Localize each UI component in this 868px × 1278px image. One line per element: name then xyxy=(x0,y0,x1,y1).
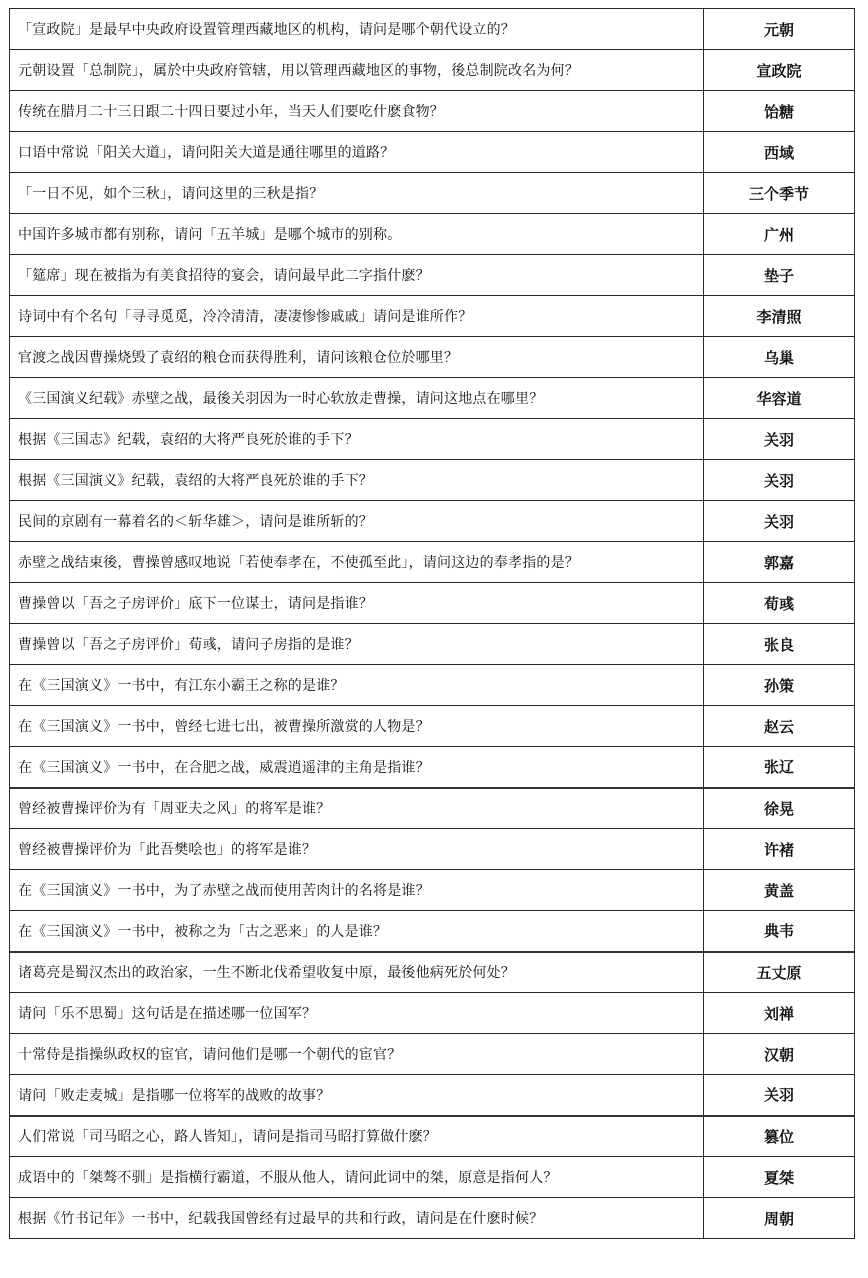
question-cell: 中国许多城市都有别称，请问「五羊城」是哪个城市的别称。 xyxy=(10,214,704,255)
answer-cell: 垫子 xyxy=(704,255,855,296)
answer-cell: 张辽 xyxy=(704,747,855,788)
table-row xyxy=(10,132,855,173)
answer-cell: 张良 xyxy=(704,624,855,665)
question-cell: 口语中常说「阳关大道」，请问阳关大道是通往哪里的道路？ xyxy=(10,132,704,173)
answer-cell: 夏桀 xyxy=(704,1157,855,1198)
table-row xyxy=(10,501,855,542)
question-cell: 曾经被曹操评价为有「周亚夫之风」的将军是谁？ xyxy=(10,788,704,829)
table-row xyxy=(10,911,855,952)
question-cell: 在《三国演义》一书中，在合肥之战，威震逍遥津的主角是指谁？ xyxy=(10,747,704,788)
table-row xyxy=(10,1198,855,1239)
question-cell: 人们常说「司马昭之心，路人皆知」，请问是指司马昭打算做什麽？ xyxy=(10,1116,704,1157)
question-cell: 根据《三国志》纪载，袁绍的大将严良死於谁的手下？ xyxy=(10,419,704,460)
answer-cell: 刘禅 xyxy=(704,993,855,1034)
table-row xyxy=(10,91,855,132)
table-row xyxy=(10,624,855,665)
answer-cell: 关羽 xyxy=(704,419,855,460)
table-row xyxy=(10,542,855,583)
answer-cell: 徐晃 xyxy=(704,788,855,829)
question-cell: 《三国演义纪载》赤壁之战，最後关羽因为一时心软放走曹操，请问这地点在哪里？ xyxy=(10,378,704,419)
question-cell: 在《三国演义》一书中，有江东小霸王之称的是谁？ xyxy=(10,665,704,706)
question-cell: 「宣政院」是最早中央政府设置管理西藏地区的机构，请问是哪个朝代设立的？ xyxy=(10,9,704,50)
table-row xyxy=(10,9,855,50)
question-cell: 在《三国演义》一书中，为了赤壁之战而使用苦肉计的名将是谁？ xyxy=(10,870,704,911)
table-row xyxy=(10,255,855,296)
answer-cell: 宣政院 xyxy=(704,50,855,91)
answer-cell: 郭嘉 xyxy=(704,542,855,583)
answer-cell: 李清照 xyxy=(704,296,855,337)
table-row xyxy=(10,1034,855,1075)
answer-cell: 元朝 xyxy=(704,9,855,50)
question-cell: 诗词中有个名句「寻寻觅觅，冷冷清清，凄凄惨惨戚戚」请问是谁所作？ xyxy=(10,296,704,337)
table-row xyxy=(10,378,855,419)
answer-cell: 许褚 xyxy=(704,829,855,870)
question-cell: 「一日不见，如个三秋」，请问这里的三秋是指？ xyxy=(10,173,704,214)
table-row xyxy=(10,1157,855,1198)
table-row xyxy=(10,706,855,747)
answer-cell: 三个季节 xyxy=(704,173,855,214)
answer-cell: 乌巢 xyxy=(704,337,855,378)
answer-cell: 西域 xyxy=(704,132,855,173)
question-cell: 请问「败走麦城」是指哪一位将军的战败的故事？ xyxy=(10,1075,704,1116)
answer-cell: 荀彧 xyxy=(704,583,855,624)
table-row xyxy=(10,583,855,624)
question-cell: 根据《竹书记年》一书中，纪载我国曾经有过最早的共和行政，请问是在什麽时候？ xyxy=(10,1198,704,1239)
question-cell: 成语中的「桀骜不驯」是指横行霸道，不服从他人，请问此词中的桀，原意是指何人？ xyxy=(10,1157,704,1198)
answer-cell: 篡位 xyxy=(704,1116,855,1157)
question-cell: 曾经被曹操评价为「此吾樊哙也」的将军是谁？ xyxy=(10,829,704,870)
question-cell: 十常侍是指操纵政权的宦官，请问他们是哪一个朝代的宦官？ xyxy=(10,1034,704,1075)
question-cell: 请问「乐不思蜀」这句话是在描述哪一位国军？ xyxy=(10,993,704,1034)
table-row xyxy=(10,1075,855,1116)
question-cell: 元朝设置「总制院」，属於中央政府管辖，用以管理西藏地区的事物，後总制院改名为何？ xyxy=(10,50,704,91)
answer-cell: 广州 xyxy=(704,214,855,255)
answer-cell: 周朝 xyxy=(704,1198,855,1239)
answer-cell: 典韦 xyxy=(704,911,855,952)
table-row xyxy=(10,952,855,993)
question-cell: 曹操曾以「吾之子房评价」荀彧，请问子房指的是谁？ xyxy=(10,624,704,665)
question-cell: 根据《三国演义》纪载，袁绍的大将严良死於谁的手下？ xyxy=(10,460,704,501)
table-row xyxy=(10,337,855,378)
table-row xyxy=(10,460,855,501)
table-row xyxy=(10,788,855,829)
answer-cell: 关羽 xyxy=(704,1075,855,1116)
table-row xyxy=(10,50,855,91)
table-row xyxy=(10,665,855,706)
quiz-table-body xyxy=(10,9,855,1239)
question-cell: 民间的京剧有一幕着名的＜斩华雄＞，请问是谁所斩的？ xyxy=(10,501,704,542)
table-row xyxy=(10,993,855,1034)
answer-cell: 饴糖 xyxy=(704,91,855,132)
question-cell: 诸葛亮是蜀汉杰出的政治家，一生不断北伐希望收复中原，最後他病死於何处？ xyxy=(10,952,704,993)
table-row xyxy=(10,214,855,255)
answer-cell: 关羽 xyxy=(704,460,855,501)
answer-cell: 赵云 xyxy=(704,706,855,747)
question-cell: 在《三国演义》一书中，被称之为「古之恶来」的人是谁？ xyxy=(10,911,704,952)
table-row xyxy=(10,870,855,911)
answer-cell: 华容道 xyxy=(704,378,855,419)
answer-cell: 孙策 xyxy=(704,665,855,706)
question-cell: 官渡之战因曹操烧毁了袁绍的粮仓而获得胜利，请问该粮仓位於哪里？ xyxy=(10,337,704,378)
quiz-table xyxy=(9,8,855,1239)
table-row xyxy=(10,296,855,337)
question-cell: 「筵席」现在被指为有美食招待的宴会，请问最早此二字指什麽？ xyxy=(10,255,704,296)
question-cell: 在《三国演义》一书中，曾经七进七出，被曹操所激赏的人物是？ xyxy=(10,706,704,747)
table-row xyxy=(10,173,855,214)
answer-cell: 汉朝 xyxy=(704,1034,855,1075)
answer-cell: 黄盖 xyxy=(704,870,855,911)
answer-cell: 五丈原 xyxy=(704,952,855,993)
table-row xyxy=(10,747,855,788)
table-row xyxy=(10,1116,855,1157)
question-cell: 曹操曾以「吾之子房评价」底下一位谋士，请问是指谁？ xyxy=(10,583,704,624)
question-cell: 赤壁之战结束後，曹操曾感叹地说「若使奉孝在，不使孤至此」，请问这边的奉孝指的是？ xyxy=(10,542,704,583)
table-row xyxy=(10,419,855,460)
answer-cell: 关羽 xyxy=(704,501,855,542)
question-cell: 传统在腊月二十三日跟二十四日要过小年，当天人们要吃什麽食物？ xyxy=(10,91,704,132)
table-row xyxy=(10,829,855,870)
